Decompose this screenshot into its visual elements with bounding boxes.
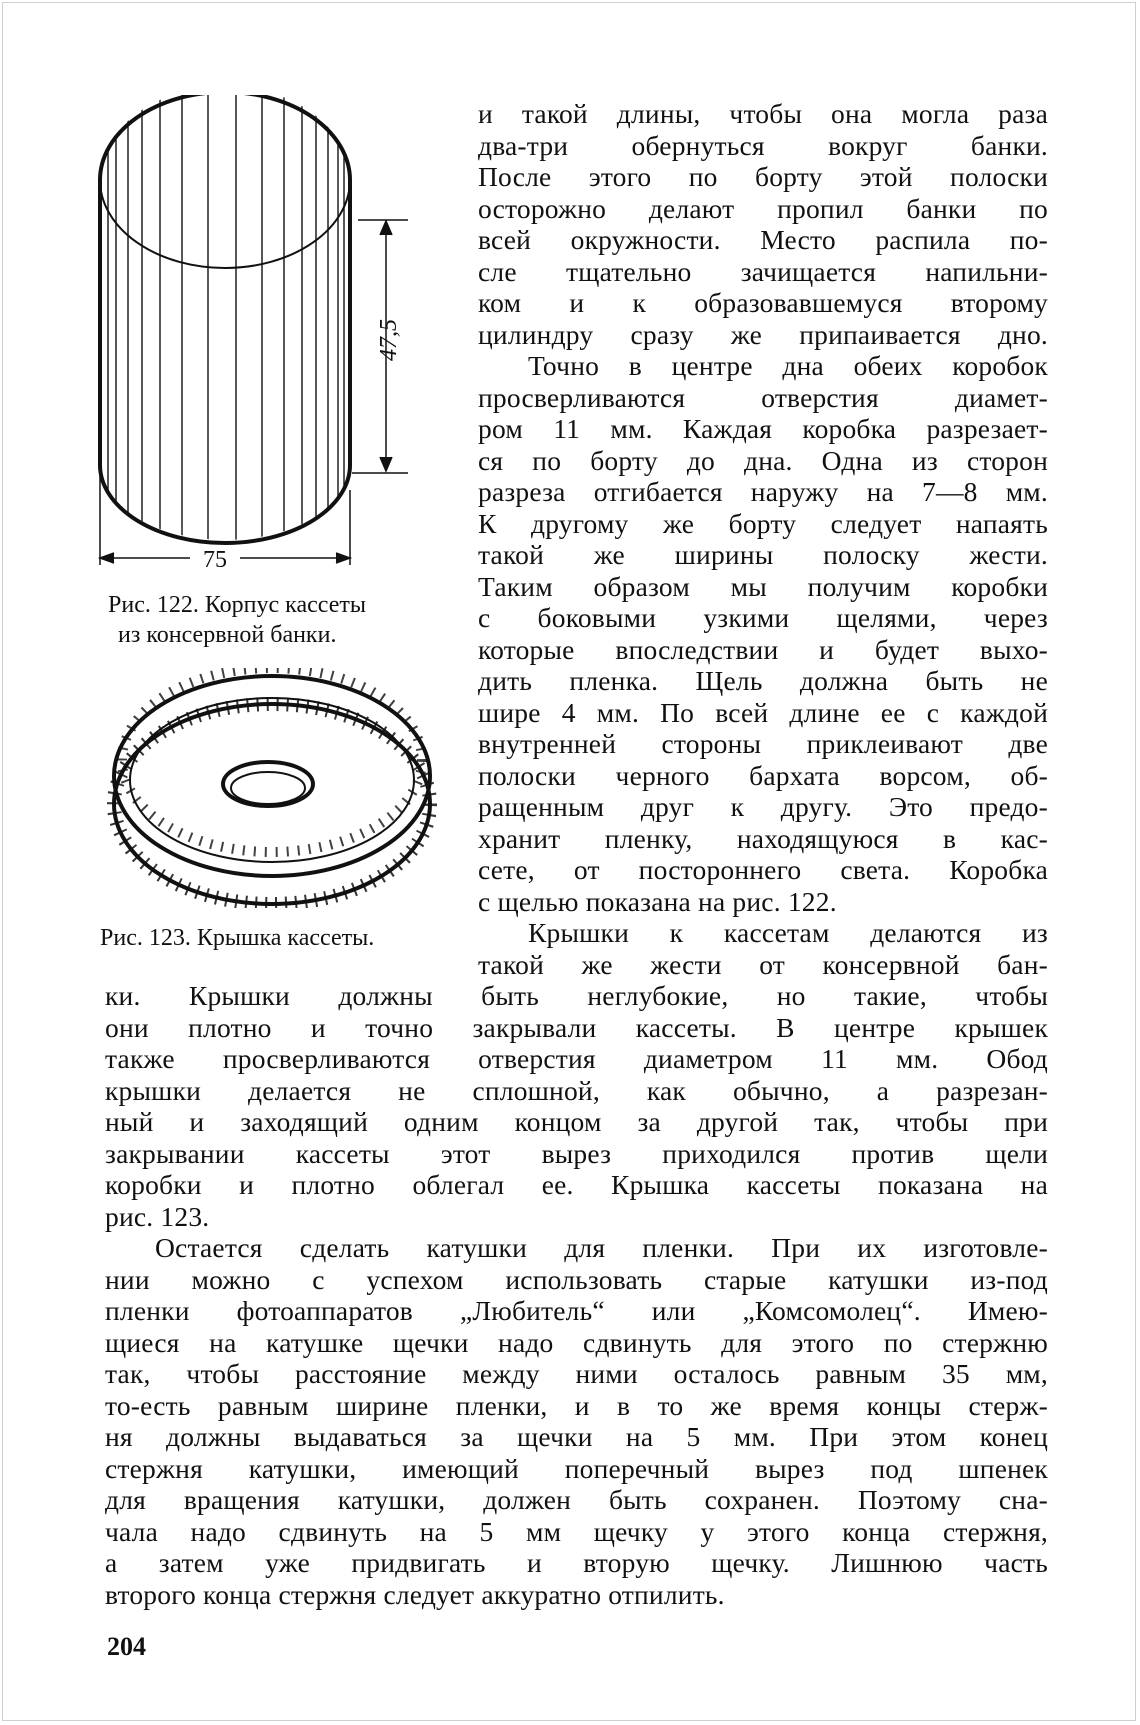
text-line: Остается сделать катушки для пленки. При их изготовле- — [155, 1232, 1048, 1263]
text-line: нии можно с успехом использовать старые катушки из-под — [105, 1263, 1048, 1295]
figure-123-lid — [100, 668, 445, 908]
text-line: ный и заходящий одним концом за другой так, чтобы при — [105, 1106, 1048, 1137]
text-line: коробки и плотно облегал ее. Крышка кассеты показана на — [105, 1169, 1048, 1200]
text-line: а затем уже придвигать и вторую щечку. Лишнюю часть — [105, 1547, 1048, 1578]
text-line: полоски черного бархата ворсом, об- — [478, 759, 1048, 791]
text-line: К другому же борту следует напаять — [478, 507, 1048, 539]
text-line: и такой длины, чтобы она могла раза — [478, 98, 1048, 129]
text-line: сле тщательно зачищается напильни- — [478, 255, 1048, 287]
text-line: Крышки к кассетам делаются из — [528, 917, 1048, 948]
text-line: цилиндру сразу же припаивается дно. — [478, 318, 1048, 350]
text-line: сете, от постороннего света. Коробка — [478, 854, 1048, 885]
text-line: внутренней стороны приклеивают две — [478, 728, 1048, 759]
text-line: После этого по борту этой полоски — [478, 161, 1048, 192]
text-line: для вращения катушки, должен быть сохранен. Поэтому сна- — [105, 1484, 1048, 1515]
text-line: ком и к образовавшемуся второму — [478, 287, 1048, 318]
text-line: рис. 123. — [105, 1200, 210, 1232]
text-line: стержня катушки, имеющий поперечный вырез под шпенек — [105, 1452, 1048, 1484]
text-line: ся по борту до дна. Одна из сторон — [478, 444, 1048, 476]
text-line: ращенным друг к другу. Это предо- — [478, 791, 1048, 822]
text-line: просверливаются отверстия диамет- — [478, 381, 1048, 413]
text-line: щиеся на катушке щечки надо сдвинуть для этого по стержню — [105, 1326, 1048, 1358]
text-line: они плотно и точно закрывали кассеты. В центре крышек — [105, 1011, 1048, 1043]
figure-122-cylinder — [90, 95, 450, 575]
text-line: с щелью показана на рис. 122. — [478, 885, 837, 917]
cylinder-body — [100, 95, 350, 575]
text-line: крышки делается не сплошной, как обычно, а разрезан- — [105, 1074, 1048, 1106]
text-line: которые впоследствии и будет выхо- — [478, 633, 1048, 665]
text-line: Точно в центре дна обеих коробок — [528, 350, 1048, 381]
text-line: ки. Крышки должны быть неглубокие, но такие, чтобы — [105, 980, 1048, 1011]
text-line: такой же ширины полоску жести. — [478, 539, 1048, 570]
text-line: разреза отгибается наружу на 7—8 мм. — [478, 476, 1048, 507]
text-line: осторожно делают пропил банки по — [478, 192, 1048, 224]
text-line: закрывании кассеты этот вырез приходился против щели — [105, 1137, 1048, 1169]
text-line: шире 4 мм. По всей длине ее с каждой — [478, 696, 1048, 728]
text-line: то-есть равным ширине пленки, и в то же время концы стерж- — [105, 1389, 1048, 1421]
text-line: ня должны выдаваться за щечки на 5 мм. При этом конец — [105, 1421, 1048, 1452]
text-line: хранит пленку, находящуюся в кас- — [478, 822, 1048, 854]
text-line: пленки фотоаппаратов „Любитель“ или „Комсомолец“. Имею- — [105, 1295, 1048, 1326]
text-line: ром 11 мм. Каждая коробка разрезает- — [478, 413, 1048, 444]
caption-line: Рис. 122. Корпус кассеты — [108, 592, 366, 618]
page-number: 204 — [107, 1632, 146, 1661]
text-line: всей окружности. Место распила по- — [478, 224, 1048, 255]
dimension-lines — [100, 220, 408, 565]
text-line: так, чтобы расстояние между ними осталось равным 35 мм, — [105, 1358, 1048, 1389]
caption-line: из консервной банки. — [118, 622, 337, 648]
figure-123-caption: Рис. 123. Крышка кассеты. — [100, 925, 375, 951]
text-line: дить пленка. Щель должна быть не — [478, 665, 1048, 696]
lid-center-hole — [223, 762, 313, 806]
dimension-width-label: 75 — [203, 547, 227, 573]
text-line: с боковыми узкими щелями, через — [478, 602, 1048, 633]
text-line: второго конца стержня следует аккуратно отпилить. — [105, 1578, 725, 1610]
text-line: чала надо сдвинуть на 5 мм щечку у этого конца стержня, — [105, 1515, 1048, 1547]
text-line: такой же жести от консервной бан- — [478, 948, 1048, 980]
text-line: Таким образом мы получим коробки — [478, 570, 1048, 602]
text-line: два-три обернуться вокруг банки. — [478, 129, 1048, 161]
figure-122-caption — [108, 590, 448, 650]
dimension-height-label: 47,5 — [376, 319, 402, 361]
text-line: также просверливаются отверстия диаметром 11 мм. Обод — [105, 1043, 1048, 1074]
